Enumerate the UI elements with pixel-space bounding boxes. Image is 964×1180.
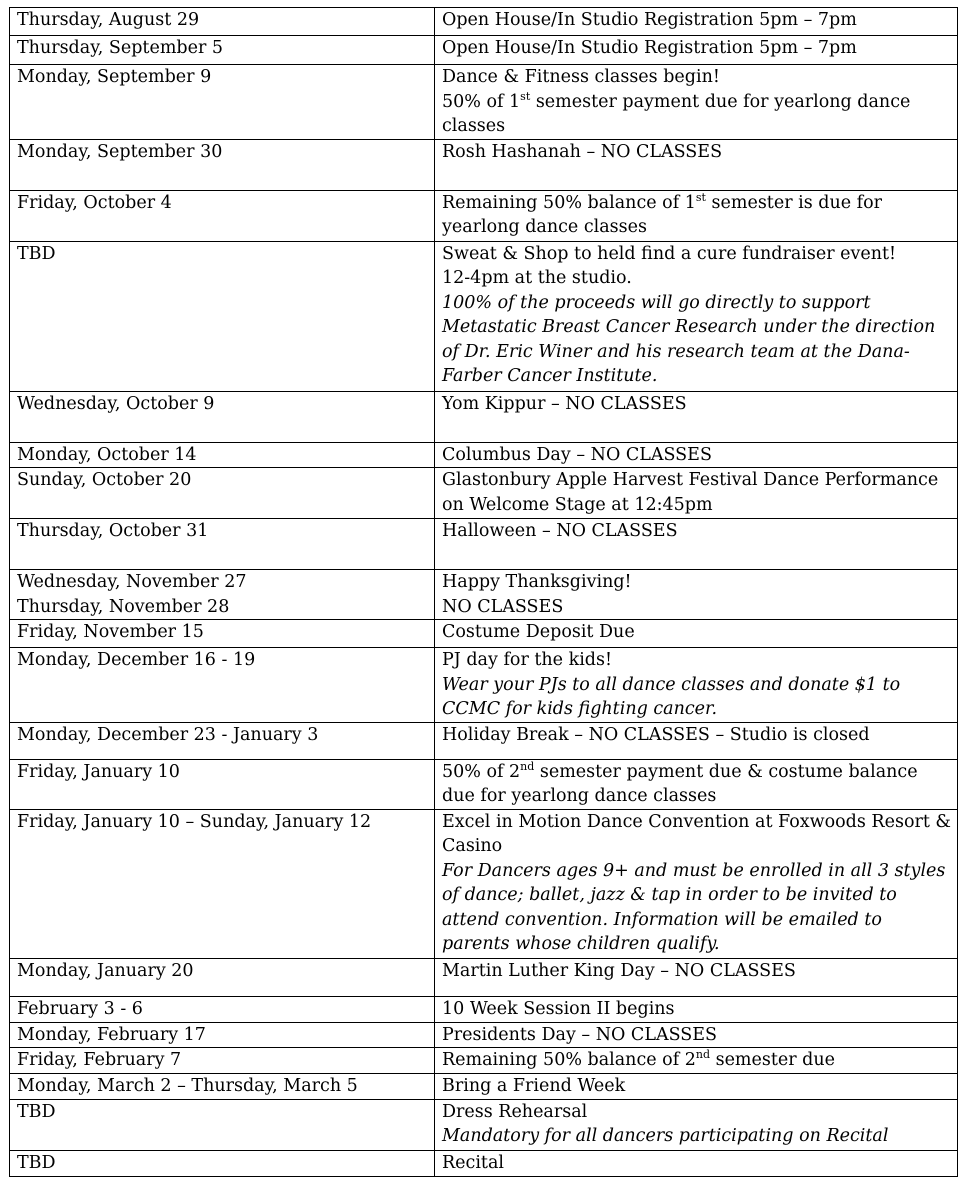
date-text: Monday, December 16 - 19 <box>17 650 256 670</box>
event-line: Mandatory for all dancers participating on Recital <box>442 1126 889 1146</box>
event-cell <box>435 468 958 519</box>
event-cell <box>435 36 958 65</box>
date-cell <box>10 722 435 759</box>
event-cell <box>435 1074 958 1100</box>
date-cell <box>10 958 435 996</box>
date-text: Friday, February 7 <box>17 1050 182 1070</box>
event-line: Dance & Fitness classes begin! <box>442 67 720 87</box>
event-cell <box>435 648 958 723</box>
date-text: Monday, January 20 <box>17 960 194 981</box>
schedule-row <box>10 958 958 996</box>
date-cell <box>10 65 435 140</box>
event-cell <box>435 190 958 241</box>
schedule-row <box>10 620 958 648</box>
date-text: Thursday, September 5 <box>17 38 224 58</box>
schedule-body <box>10 8 958 1177</box>
event-line: Martin Luther King Day – NO CLASSES <box>442 960 796 981</box>
date-text: Sunday, October 20 <box>17 470 192 490</box>
date-text: February 3 - 6 <box>17 998 143 1019</box>
date-cell <box>10 1022 435 1048</box>
schedule-row <box>10 190 958 241</box>
schedule-row <box>10 65 958 140</box>
event-cell <box>435 809 958 958</box>
date-cell <box>10 36 435 65</box>
date-cell <box>10 391 435 442</box>
event-line: Holiday Break – NO CLASSES – Studio is closed <box>442 724 870 745</box>
date-cell <box>10 139 435 190</box>
event-line: Open House/In Studio Registration 5pm – 7pm <box>442 38 857 58</box>
date-cell <box>10 190 435 241</box>
schedule-row <box>10 809 958 958</box>
event-text: semester payment due & costume balance due for yearlong dance classes <box>442 761 918 806</box>
schedule-table <box>9 7 958 1177</box>
schedule-row <box>10 759 958 809</box>
event-line: Costume Deposit Due <box>442 622 635 642</box>
event-cell <box>435 519 958 570</box>
event-cell <box>435 620 958 648</box>
ordinal-suffix: nd <box>520 759 535 773</box>
date-cell <box>10 996 435 1022</box>
date-text: Friday, January 10 – Sunday, January 12 <box>17 811 372 832</box>
event-cell <box>435 139 958 190</box>
event-text: Remaining 50% balance of 2 <box>442 1050 696 1070</box>
event-cell <box>435 8 958 36</box>
schedule-row <box>10 1022 958 1048</box>
date-cell <box>10 1150 435 1176</box>
event-line: Yom Kippur – NO CLASSES <box>442 393 687 414</box>
event-line: Columbus Day – NO CLASSES <box>442 444 712 465</box>
date-text: Wednesday, October 9 <box>17 393 215 414</box>
schedule-row <box>10 139 958 190</box>
event-line: Open House/In Studio Registration 5pm – 7pm <box>442 10 857 30</box>
event-cell <box>435 722 958 759</box>
schedule-row <box>10 648 958 723</box>
date-text: Friday, January 10 <box>17 761 180 782</box>
event-cell <box>435 241 958 391</box>
date-cell <box>10 570 435 620</box>
schedule-row <box>10 996 958 1022</box>
date-cell <box>10 468 435 519</box>
event-line: Wear your PJs to all dance classes and donate $1 to CCMC for kids fighting cancer. <box>442 674 901 719</box>
date-text: Friday, November 15 <box>17 622 204 642</box>
schedule-row <box>10 1150 958 1176</box>
ordinal-suffix: nd <box>695 1048 711 1062</box>
event-line: Glastonbury Apple Harvest Festival Dance Performance on Welcome Stage at 12:45pm <box>442 470 939 515</box>
event-text: 50% of 2 <box>442 761 521 782</box>
event-text: Remaining 50% balance of 1 <box>442 192 696 213</box>
event-line <box>442 760 951 809</box>
date-cell <box>10 648 435 723</box>
date-text: Friday, October 4 <box>17 192 172 213</box>
event-line: Presidents Day – NO CLASSES <box>442 1024 718 1045</box>
event-cell <box>435 1048 958 1074</box>
event-cell <box>435 1099 958 1150</box>
date-text: Monday, October 14 <box>17 444 197 465</box>
event-line: Halloween – NO CLASSES <box>442 521 678 541</box>
event-line <box>442 1048 951 1073</box>
date-text: Thursday, October 31 <box>17 521 209 541</box>
event-cell <box>435 1150 958 1176</box>
date-text: Monday, December 23 - January 3 <box>17 724 319 745</box>
date-text: Monday, September 30 <box>17 141 223 162</box>
date-cell <box>10 8 435 36</box>
date-text: Wednesday, November 27 <box>17 572 247 592</box>
event-cell <box>435 1022 958 1048</box>
event-line: Excel in Motion Dance Convention at Foxwoods Resort & Casino <box>442 811 952 856</box>
event-cell <box>435 996 958 1022</box>
event-text: semester payment due for yearlong dance classes <box>442 91 911 136</box>
date-cell <box>10 809 435 958</box>
date-cell <box>10 519 435 570</box>
event-line <box>442 191 951 240</box>
schedule-row <box>10 468 958 519</box>
event-cell <box>435 958 958 996</box>
date-text: TBD <box>17 243 56 264</box>
event-text: semester is due for yearlong dance classes <box>442 192 883 237</box>
schedule-row <box>10 722 958 759</box>
event-cell <box>435 570 958 620</box>
event-line: NO CLASSES <box>442 596 564 617</box>
event-line: Sweat & Shop to held find a cure fundraiser event! <box>442 243 897 264</box>
event-line: 12-4pm at the studio. <box>442 268 632 288</box>
schedule-row <box>10 519 958 570</box>
date-cell <box>10 1099 435 1150</box>
date-cell <box>10 1048 435 1074</box>
schedule-row <box>10 1048 958 1074</box>
event-line: Recital <box>442 1152 504 1173</box>
event-text: semester due <box>710 1050 836 1070</box>
ordinal-suffix: st <box>695 190 706 204</box>
event-text: 50% of 1 <box>442 91 521 112</box>
schedule-row <box>10 1074 958 1100</box>
date-text: Monday, February 17 <box>17 1024 206 1045</box>
date-cell <box>10 1074 435 1100</box>
event-line: PJ day for the kids! <box>442 650 613 670</box>
event-line <box>442 90 951 139</box>
event-cell <box>435 442 958 468</box>
event-line: Dress Rehearsal <box>442 1101 588 1122</box>
schedule-row <box>10 442 958 468</box>
date-text: Monday, March 2 – Thursday, March 5 <box>17 1076 358 1096</box>
event-cell <box>435 759 958 809</box>
ordinal-suffix: st <box>520 89 531 103</box>
event-cell <box>435 65 958 140</box>
schedule-row <box>10 8 958 36</box>
date-text: Thursday, August 29 <box>17 10 200 30</box>
event-line: For Dancers ages 9+ and must be enrolled in all 3 styles of dance; ballet, jazz & tap in order to be invited to attend convention. Information will be emailed to parents whose children qualify. <box>442 860 946 954</box>
event-line: Rosh Hashanah – NO CLASSES <box>442 141 723 162</box>
event-line: Bring a Friend Week <box>442 1076 626 1096</box>
date-cell <box>10 442 435 468</box>
event-cell <box>435 391 958 442</box>
date-text: Monday, September 9 <box>17 67 212 87</box>
event-line: 10 Week Session II begins <box>442 998 675 1019</box>
date-text: TBD <box>17 1101 56 1122</box>
date-text: TBD <box>17 1152 56 1173</box>
date-cell <box>10 241 435 391</box>
schedule-row <box>10 570 958 620</box>
date-cell <box>10 759 435 809</box>
event-line: 100% of the proceeds will go directly to support Metastatic Breast Cancer Research under the direction of Dr. Eric Winer and his research team at the Dana-Farber Cancer Institute. <box>442 292 936 386</box>
event-line: Happy Thanksgiving! <box>442 572 632 592</box>
date-cell <box>10 620 435 648</box>
schedule-row <box>10 36 958 65</box>
schedule-row <box>10 1099 958 1150</box>
schedule-row <box>10 391 958 442</box>
schedule-row <box>10 241 958 391</box>
date-text: Thursday, November 28 <box>17 596 230 617</box>
